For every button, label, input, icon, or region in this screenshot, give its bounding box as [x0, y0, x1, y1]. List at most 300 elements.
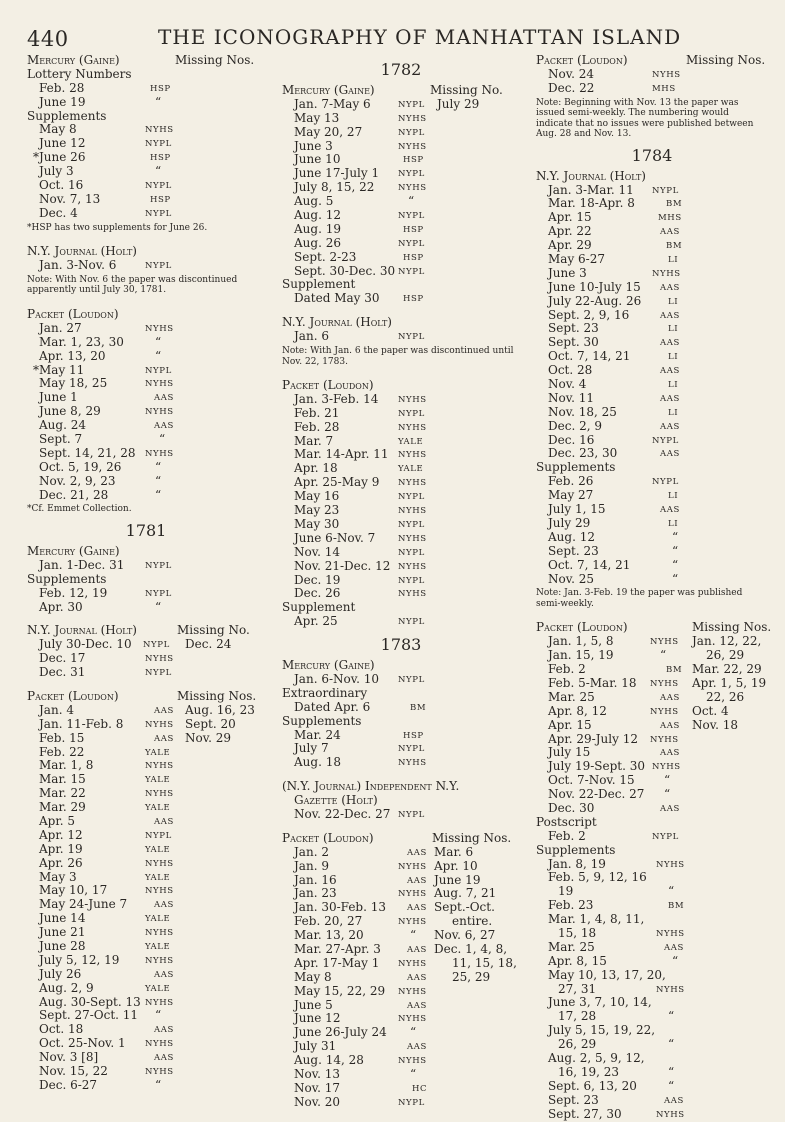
entry-text: Apr. 13, 20 — [39, 348, 106, 363]
entry-text: Oct. 18 — [39, 1022, 84, 1037]
newspaper-title: Mercury (Gaine) — [27, 53, 120, 67]
holding-library-code: NYHS — [145, 407, 174, 418]
entry-text: Nov. 7, 13 — [39, 191, 101, 206]
entry-text: “ — [668, 884, 675, 899]
entry-text: Jan. 6-Nov. 10 — [294, 671, 379, 686]
holding-library-code: BM — [410, 702, 427, 713]
holding-library-code: NYPL — [398, 127, 425, 138]
list-item — [27, 666, 265, 680]
list-item — [282, 901, 520, 915]
entry-text: May 6-27 — [548, 252, 605, 267]
list-item — [282, 448, 520, 462]
entry-text: June 5 — [294, 997, 333, 1012]
holding-library-code: NYPL — [652, 185, 679, 196]
holding-library-code: AAS — [660, 310, 680, 321]
entry-text: Sept. 20 — [185, 716, 236, 731]
list-item — [27, 954, 265, 968]
entry-text: Dec. 2, 9 — [548, 418, 602, 433]
list-item — [282, 1026, 520, 1040]
holding-library-code: NYHS — [398, 141, 427, 152]
entry-text: Apr. 18 — [294, 461, 338, 476]
footnote: Note: With Jan. 6 the paper was discontinued until Nov. 22, 1783. — [282, 346, 514, 367]
holding-library-code: AAS — [407, 972, 427, 983]
list-item — [282, 546, 520, 560]
list-item — [536, 489, 768, 503]
holding-library-code: NYHS — [398, 183, 427, 194]
list-item — [536, 983, 768, 997]
list-item — [27, 322, 265, 336]
entry-text: Supplement — [282, 600, 356, 615]
list-item — [536, 1108, 768, 1122]
entry-text: *May 11 — [33, 362, 85, 377]
list-item — [536, 927, 768, 941]
entry-text: Feb. 15 — [39, 730, 85, 745]
holding-library-code: AAS — [154, 969, 174, 980]
entry-text: May 3 — [39, 869, 77, 884]
entry-text: Aug. 2, 9 — [39, 980, 94, 995]
list-item — [27, 601, 265, 615]
list-item — [27, 773, 265, 787]
list-item — [536, 434, 768, 448]
list-item — [536, 336, 768, 350]
entry-text: Apr. 15 — [548, 210, 592, 225]
entry-text: Jan. 3-Feb. 14 — [294, 391, 379, 406]
list-item — [536, 54, 768, 68]
list-item — [536, 885, 768, 899]
entry-text: 17, 28 — [558, 1009, 597, 1024]
holding-library-code: NYPL — [398, 211, 425, 222]
list-item — [536, 663, 768, 677]
holding-library-code: NYPL — [145, 560, 172, 571]
entry-text: Dec. 24 — [185, 637, 232, 652]
entry-text: “ — [668, 1009, 675, 1024]
list-item — [536, 281, 768, 295]
list-item — [27, 1037, 265, 1051]
holding-library-code: BM — [666, 241, 683, 252]
entry-text: July 7 — [294, 741, 329, 756]
list-item — [282, 673, 520, 687]
footnote: Note: With Nov. 6 the paper was discontinued apparently until July 30, 1781. — [27, 274, 238, 296]
list-item — [282, 223, 520, 237]
entry-text: July 5, 15, 19, 22, — [548, 1023, 656, 1038]
holding-library-code: NYPL — [145, 208, 172, 219]
entry-text: “ — [155, 164, 162, 179]
list-item — [282, 985, 520, 999]
holding-library-code: NYPL — [145, 261, 172, 272]
holding-library-code: AAS — [154, 900, 174, 911]
holding-library-code: NYPL — [652, 831, 679, 842]
newspaper-title: Gazette (Holt) — [294, 793, 378, 808]
list-item — [536, 858, 768, 872]
entry-text: “ — [155, 94, 162, 109]
list-item — [27, 68, 265, 82]
holding-library-code: YALE — [145, 872, 171, 883]
list-item — [536, 184, 768, 198]
holding-library-code: NYHS — [656, 859, 685, 870]
entry-text: *June 26 — [33, 150, 86, 165]
entry-text: “ — [155, 348, 162, 363]
entry-text: June 19 — [39, 94, 86, 109]
entry-text: June 6-Nov. 7 — [294, 530, 376, 545]
holding-library-code: AAS — [664, 942, 684, 953]
entry-text: July 26 — [39, 966, 82, 981]
holding-library-code: LI — [668, 296, 679, 307]
list-item — [282, 140, 520, 154]
entry-text: Mar. 1, 8 — [39, 758, 94, 773]
entry-text: Dec. 23, 30 — [548, 446, 618, 461]
entry-text: Apr. 19 — [39, 841, 83, 856]
list-item — [27, 968, 265, 982]
entry-text: Aug. 30-Sept. 13 — [39, 994, 141, 1009]
list-item — [27, 829, 265, 843]
list-item — [282, 701, 520, 715]
entry-text: June 19 — [434, 872, 481, 887]
list-item — [536, 620, 772, 635]
entry-text: Dec. 31 — [39, 665, 86, 680]
holding-library-code: LI — [668, 324, 679, 335]
entry-text: “ — [672, 543, 679, 558]
list-item — [536, 1052, 768, 1066]
holding-library-code: NYHS — [145, 858, 174, 869]
list-item — [27, 123, 265, 137]
list-item — [282, 971, 520, 985]
list-item — [282, 601, 520, 615]
footnote: Note: Beginning with Nov. 13 the paper was issued semi-weekly. The numbering would indicate that no issues were published between Aug. 28 and Nov. 13. — [536, 97, 754, 140]
list-item — [536, 719, 768, 733]
entry-text: Feb. 2 — [548, 828, 586, 843]
list-item — [536, 760, 768, 774]
column-right — [536, 53, 772, 1121]
entry-text: July 19-Sept. 30 — [548, 759, 646, 774]
list-item — [536, 309, 768, 323]
entry-text: Aug. 7, 21 — [434, 886, 497, 901]
holding-library-code: HSP — [150, 194, 171, 205]
entry-text: Jan. 9 — [294, 858, 329, 873]
entry-text: “ — [668, 1078, 675, 1093]
entry-text: “ — [660, 648, 667, 663]
entry-text: Feb. 20, 27 — [294, 914, 363, 929]
list-item — [27, 193, 265, 207]
holding-library-code: NYHS — [650, 637, 679, 648]
entry-text: Mar. 1, 4, 8, 11, — [548, 912, 645, 927]
list-item — [27, 996, 265, 1010]
entry-text: “ — [155, 487, 162, 502]
list-item — [536, 871, 768, 885]
entry-text: Lottery Numbers — [27, 66, 132, 81]
entry-text: “ — [410, 1067, 417, 1081]
entry-text: “ — [672, 529, 679, 544]
entry-text: Supplements — [536, 842, 616, 857]
holding-library-code: NYHS — [145, 323, 174, 334]
list-item — [27, 377, 265, 391]
entry-text: Sept. 23 — [548, 1092, 599, 1107]
entry-text: Dec. 4 — [39, 205, 78, 220]
newspaper-title: Packet (Loudon) — [27, 306, 119, 321]
entry-text: Supplements — [27, 108, 107, 123]
list-item — [536, 378, 768, 392]
list-item — [27, 207, 265, 221]
list-item — [282, 729, 520, 743]
list-item — [536, 239, 768, 253]
list-item — [536, 774, 768, 788]
holding-library-code: YALE — [145, 803, 171, 814]
list-item — [536, 295, 768, 309]
entry-text: Apr. 10 — [434, 858, 478, 873]
list-item — [27, 843, 265, 857]
list-item — [282, 560, 520, 574]
entry-text: 25, 29 — [452, 969, 491, 984]
holding-library-code: NYHS — [398, 1014, 427, 1025]
entry-text: Mar. 29 — [39, 800, 86, 815]
holding-library-code: NYHS — [656, 984, 685, 995]
list-item — [27, 336, 265, 350]
list-item — [282, 379, 520, 393]
entry-text: Apr. 22 — [548, 224, 592, 239]
list-item — [536, 802, 768, 816]
list-item — [536, 447, 768, 461]
entry-text: Mar. 25 — [548, 939, 595, 954]
entry-text: May 24-June 7 — [39, 897, 128, 912]
holding-library-code: NYHS — [145, 955, 174, 966]
entry-text: Jan. 16 — [294, 872, 337, 887]
holding-library-code: AAS — [660, 227, 680, 238]
newspaper-title: N.Y. Journal (Holt) — [282, 315, 392, 330]
holding-library-code: NYPL — [145, 181, 172, 192]
list-item — [27, 912, 265, 926]
entry-text: Missing Nos. — [686, 53, 766, 67]
entry-text: May 20, 27 — [294, 124, 363, 139]
holding-library-code: NYPL — [398, 266, 425, 277]
footnote: *Cf. Emmet Collection. — [27, 504, 132, 515]
holding-library-code: NYPL — [398, 575, 425, 586]
entry-text: Aug. 16, 23 — [185, 702, 255, 717]
holding-library-code: NYPL — [398, 332, 425, 343]
list-item — [536, 225, 768, 239]
list-item — [536, 392, 768, 406]
entry-text: Nov. 6, 27 — [434, 928, 496, 943]
list-item — [536, 969, 768, 983]
holding-library-code: AAS — [407, 875, 427, 886]
entry-text: 26, 29 — [558, 1037, 597, 1052]
list-item — [536, 830, 768, 844]
entry-text: Sept. 30-Dec. 30 — [294, 263, 396, 278]
entry-text: Mar. 15 — [39, 772, 86, 787]
newspaper-title: N.Y. Journal (Holt) — [536, 168, 646, 183]
holding-library-code: NYHS — [398, 986, 427, 997]
entry-text: Jan. 8, 19 — [548, 856, 606, 871]
holding-library-code: NYHS — [145, 761, 174, 772]
holding-library-code: NYPL — [652, 477, 679, 488]
entry-text: Sept. 7 — [39, 431, 83, 446]
list-item — [27, 898, 265, 912]
list-item — [27, 787, 265, 801]
entry-text: July 22-Aug. 26 — [548, 293, 642, 308]
list-item — [536, 955, 768, 969]
list-item — [27, 545, 265, 559]
holding-library-code: BM — [666, 199, 683, 210]
list-item — [27, 391, 265, 405]
newspaper-title: Packet (Loudon) — [282, 378, 374, 393]
entry-text: Nov. 17 — [294, 1080, 340, 1095]
entry-text: Feb. 21 — [294, 405, 340, 420]
entry-text: Dated Apr. 6 — [294, 699, 371, 714]
entry-text: June 26-July 24 — [294, 1025, 387, 1040]
list-item — [536, 705, 768, 719]
list-item — [27, 1009, 265, 1023]
list-item — [27, 746, 265, 760]
list-item — [282, 435, 520, 449]
holding-library-code: NYHS — [650, 734, 679, 745]
list-item — [282, 504, 520, 518]
entry-text: May 8 — [294, 969, 332, 984]
entry-text: May 13 — [294, 110, 340, 125]
entry-text: Dec. 1, 4, 8, — [434, 941, 508, 956]
holding-library-code: NYHS — [398, 394, 427, 405]
list-item — [27, 884, 265, 898]
holding-library-code: NYHS — [398, 450, 427, 461]
entry-text: Sept. 2, 9, 16 — [548, 307, 630, 322]
holding-library-code: NYPL — [145, 139, 172, 150]
entry-text: Dec. 16 — [548, 432, 595, 447]
list-item — [282, 999, 520, 1013]
list-item — [27, 982, 265, 996]
entry-text: Missing Nos. — [175, 53, 255, 67]
list-item — [27, 308, 265, 322]
holding-library-code: NYHS — [398, 861, 427, 872]
holding-library-code: NYHS — [145, 1039, 174, 1050]
entry-text: May 30 — [294, 516, 340, 531]
list-item — [536, 996, 768, 1010]
entry-text: Feb. 5, 9, 12, 16 — [548, 870, 647, 885]
holding-library-code: HSP — [403, 252, 424, 263]
list-item — [282, 860, 520, 874]
entry-text: Oct. 7, 14, 21 — [548, 557, 631, 572]
entry-text: Mar. 6 — [434, 844, 474, 859]
entry-text: Aug. 5 — [294, 194, 334, 209]
list-item — [27, 759, 265, 773]
entry-text: “ — [155, 334, 162, 349]
holding-library-code: YALE — [145, 747, 171, 758]
entry-text: “ — [664, 773, 671, 788]
entry-text: Mar. 27-Apr. 3 — [294, 941, 381, 956]
holding-library-code: YALE — [145, 844, 171, 855]
list-item — [536, 691, 768, 705]
list-item — [27, 364, 265, 378]
entry-text: Aug. 19 — [294, 221, 341, 236]
entry-text: May 23 — [294, 503, 340, 518]
entry-text: 15, 18 — [558, 925, 597, 940]
entry-text: Sept.-Oct. — [434, 900, 495, 915]
entry-text: “ — [155, 459, 162, 474]
newspaper-title: Packet (Loudon) — [536, 53, 628, 67]
holding-library-code: AAS — [660, 692, 680, 703]
entry-text: July 1, 15 — [548, 502, 606, 517]
list-item — [282, 1096, 520, 1110]
entry-text: Dec. 22 — [548, 80, 595, 95]
list-item — [27, 857, 265, 871]
list-item — [282, 615, 520, 629]
holding-library-code: HSP — [403, 155, 424, 166]
entry-text: Mar. 24 — [294, 727, 341, 742]
entry-text: Supplement — [282, 277, 356, 292]
list-item — [282, 153, 520, 167]
list-item — [536, 844, 768, 858]
entry-text: Aug. 26 — [294, 235, 341, 250]
entry-text: Jan. 7-May 6 — [294, 96, 371, 111]
list-item — [536, 573, 768, 587]
holding-library-code: NYPL — [398, 519, 425, 530]
entry-text: Apr. 25 — [294, 614, 338, 629]
entry-text: “ — [155, 1008, 162, 1023]
entry-text: Nov. 24 — [548, 66, 594, 81]
list-item — [282, 393, 520, 407]
list-item — [536, 475, 768, 489]
entry-text: Mar. 13, 20 — [294, 928, 364, 943]
holding-library-code: YALE — [398, 436, 424, 447]
list-item — [536, 1038, 768, 1052]
list-item — [282, 237, 520, 251]
holding-library-code: NYPL — [145, 830, 172, 841]
list-item — [536, 545, 768, 559]
list-item — [282, 126, 520, 140]
list-item — [282, 316, 520, 330]
entry-text: June 3 — [548, 265, 587, 280]
entry-text: Apr. 26 — [39, 855, 83, 870]
list-item — [282, 846, 520, 860]
holding-library-code: HSP — [403, 294, 424, 305]
list-item — [27, 245, 265, 259]
list-item — [27, 704, 265, 718]
holding-library-code: LI — [668, 352, 679, 363]
entry-text: July 30-Dec. 10 — [39, 637, 132, 652]
holding-library-code: AAS — [660, 748, 680, 759]
holding-library-code: YALE — [145, 983, 171, 994]
list-item — [536, 517, 768, 531]
entry-text: “ — [159, 431, 166, 446]
entry-text: “ — [155, 473, 162, 488]
list-item — [282, 292, 520, 306]
entry-text: Apr. 15 — [548, 717, 592, 732]
entry-text: 11, 15, 18, — [452, 955, 517, 970]
holding-library-code: NYHS — [398, 561, 427, 572]
holding-library-code: NYPL — [398, 809, 425, 820]
entry-text: Jan. 3-Mar. 11 — [548, 182, 634, 197]
newspaper-title: N.Y. Journal (Holt) — [27, 244, 137, 259]
entry-text: entire. — [452, 914, 493, 929]
entry-text: Oct. 16 — [39, 178, 84, 193]
entry-text: “ — [672, 571, 679, 586]
list-item — [27, 815, 265, 829]
entry-text: 22, 26 — [706, 689, 745, 704]
holding-library-code: YALE — [398, 464, 424, 475]
holding-library-code: NYHS — [145, 928, 174, 939]
holding-library-code: LI — [668, 518, 679, 529]
holding-library-code: HSP — [403, 224, 424, 235]
holding-library-code: NYHS — [398, 506, 427, 517]
list-item — [27, 732, 265, 746]
list-item — [282, 490, 520, 504]
list-item — [536, 406, 768, 420]
holding-library-code: NYPL — [398, 169, 425, 180]
list-item — [536, 420, 768, 434]
entry-text: Feb. 26 — [548, 474, 594, 489]
entry-text: Jan. 1-Dec. 31 — [39, 557, 125, 572]
entry-text: Supplements — [282, 713, 362, 728]
list-item — [536, 559, 768, 573]
entry-text: May 16 — [294, 489, 340, 504]
list-item — [27, 718, 265, 732]
entry-text: Apr. 5 — [39, 813, 76, 828]
